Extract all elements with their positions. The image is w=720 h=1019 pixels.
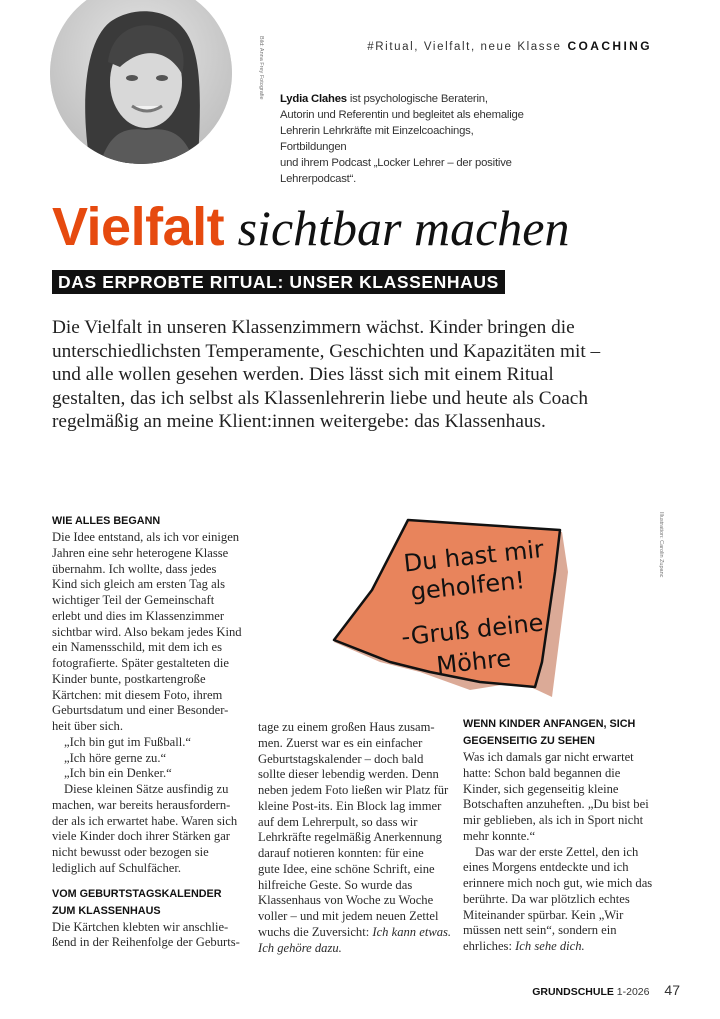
body-line <box>52 920 242 936</box>
photo-credit: Bild: Anna Frey Fotografie <box>258 36 264 100</box>
body-line <box>52 688 242 704</box>
body-text: Kinder, sich gegenseitig kleine <box>463 781 619 796</box>
emphasis-text: Ich gehöre dazu. <box>258 940 342 955</box>
body-text: Kinder bunte, postkartengroße <box>52 671 206 686</box>
bio-line: und ihrem Podcast „Locker Lehrer – der positive <box>280 157 512 169</box>
body-text: „Ich bin gut im Fußball.“ <box>64 734 191 749</box>
body-text: Das war der erste Zettel, den ich <box>475 844 639 859</box>
body-line <box>52 751 242 767</box>
body-text: voller – und mit jedem neuen Zettel <box>258 909 439 923</box>
body-line <box>52 593 242 609</box>
body-line <box>463 813 652 829</box>
lead-line: Die Vielfalt in unseren Klassenzimmern wächst. Kinder bringen die <box>52 317 575 338</box>
body-line <box>463 845 652 861</box>
body-line <box>463 908 652 924</box>
column-heading: ZUM KLASSENHAUS <box>52 904 161 917</box>
body-line <box>258 815 451 831</box>
body-text: mehr konnte.“ <box>463 828 536 843</box>
issue-number: 1-2026 <box>616 986 650 998</box>
body-line <box>258 925 451 941</box>
body-line <box>258 783 451 799</box>
body-line <box>463 797 652 813</box>
body-line <box>463 750 652 766</box>
body-line <box>52 703 242 719</box>
body-text: lediglich auf Schulfächer. <box>52 860 182 875</box>
body-text: kleine Post-its. Ein Block lag immer <box>258 798 442 813</box>
body-text: berührte. Da war plötzlich echtes <box>463 891 630 906</box>
body-text: der als ich erwartet habe. Waren sich <box>52 813 238 828</box>
body-text: Lehrkräfte regelmäßig Anerkennung <box>258 830 442 845</box>
article-column-2 <box>258 720 451 956</box>
note-line: -Gruß deine <box>399 608 545 652</box>
body-text: heit über sich. <box>52 719 123 733</box>
body-line <box>52 798 242 814</box>
body-line <box>258 752 451 768</box>
magazine-name: GRUNDSCHULE <box>532 986 614 998</box>
body-text: „Ich bin ein Denker.“ <box>64 766 172 781</box>
body-text: sichtbar wird. Also bekam jedes Kind <box>52 624 242 639</box>
body-line <box>52 829 242 845</box>
lead-line: gestalten, das ich selbst als Klassenlehrerin liebe und heute als Coach <box>52 387 588 409</box>
title-bold: Vielfalt <box>52 197 225 257</box>
bio-line: ist psychologische Beraterin, <box>346 93 488 105</box>
body-line <box>463 939 652 955</box>
page-title <box>52 192 569 263</box>
bio-line: Lehrerin Lehrkräfte mit Einzelcoachings, Fortbildungen <box>280 125 474 153</box>
body-text: Die Idee entstand, als ich vor einigen <box>52 530 240 544</box>
body-line <box>52 935 242 951</box>
body-text: erinnere mich noch gut, wie mich das <box>463 876 653 890</box>
bio-line: Lehrerpodcast“. <box>280 173 357 185</box>
tagline: #Ritual, Vielfalt, neue Klasse <box>367 41 562 53</box>
body-line <box>258 736 451 752</box>
body-text: Miteinander spürbar. Kein „Wir <box>463 907 624 922</box>
author-bio <box>280 91 540 187</box>
article-column-1 <box>52 513 242 951</box>
body-line <box>463 860 652 876</box>
author-name: Lydia Clahes <box>280 93 347 105</box>
body-text: darauf notieren konnten: für eine <box>258 846 424 860</box>
body-text: ßend in der Reihenfolge der Geburts- <box>52 935 240 950</box>
body-text: wichtiger Teil der Gemeinschaft <box>52 593 215 607</box>
body-text: Geburtsdatum und einer Besonder- <box>52 703 229 718</box>
illustration-credit: Illustration: Carolin Zupanc <box>658 512 664 578</box>
column-heading: VOM GEBURTSTAGSKALENDER <box>52 887 222 900</box>
body-text: mir geblieben, als ich in Sport nicht <box>463 813 644 827</box>
body-text: Botschaften anzuheften. „Du bist bei <box>463 797 649 812</box>
column-heading: WENN KINDER ANFANGEN, SICH <box>463 718 636 730</box>
body-line <box>52 577 242 593</box>
body-text: eines Morgens entdeckte und ich <box>463 860 629 875</box>
body-text: viele Kinder doch ihrer Stärken gar <box>52 829 230 844</box>
body-text: Klassenhaus von Woche zu Woche <box>258 893 434 908</box>
body-text: „Ich höre gerne zu.“ <box>64 750 167 765</box>
body-line <box>52 719 242 735</box>
bio-line: Autorin und Referentin und begleitet als ehemalige <box>280 109 524 121</box>
body-text: hatte: Schon bald begannen die <box>463 765 621 780</box>
body-line <box>463 892 652 908</box>
body-line <box>463 923 652 939</box>
page-footer <box>532 982 680 998</box>
body-line <box>463 782 652 798</box>
body-line <box>52 814 242 830</box>
page-number: 47 <box>664 982 680 998</box>
body-text: sollte dieser lebendig werden. Denn <box>258 767 439 782</box>
body-line <box>52 640 242 656</box>
body-line <box>258 878 451 894</box>
body-text: fotografierte. Später gestalteten die <box>52 656 229 670</box>
article-column-3 <box>463 716 652 955</box>
note-line: Du hast mir <box>402 534 546 578</box>
body-text: auf dem Lehrerpult, so dass wir <box>258 814 418 829</box>
lead-line: regelmäßig an meine Klient:innen weitergebe: das Klassenhaus. <box>52 411 546 432</box>
body-text: tage zu einem großen Haus zusam- <box>258 720 435 734</box>
body-line <box>258 799 451 815</box>
body-line <box>258 720 451 736</box>
body-text: gute Idee, eine schöne Schrift, eine <box>258 861 435 876</box>
body-text: men. Zuerst war es ein einfacher <box>258 735 423 750</box>
spacer <box>52 877 242 886</box>
emphasis-text: Ich sehe dich. <box>515 939 585 953</box>
body-text: Diese kleinen Sätze ausfindig zu <box>64 782 229 796</box>
body-text: übernahm. Ich wollte, dass jedes <box>52 561 217 576</box>
author-photo <box>50 0 232 164</box>
emphasis-text: Ich kann etwas. <box>372 924 452 939</box>
body-line <box>258 767 451 783</box>
body-line <box>258 830 451 846</box>
section-header <box>367 39 652 53</box>
lead-paragraph <box>52 316 672 434</box>
body-line <box>52 672 242 688</box>
body-line <box>52 530 242 546</box>
body-text: wuchs die Zuversicht: <box>258 924 373 939</box>
body-line <box>258 846 451 862</box>
body-line <box>258 909 451 925</box>
body-line <box>52 861 242 877</box>
body-line <box>258 893 451 909</box>
body-line <box>52 656 242 672</box>
body-text: Kind sich gleich am ersten Tag als <box>52 577 226 592</box>
body-line <box>52 546 242 562</box>
body-text: Jahren eine sehr heterogene Klasse <box>52 545 229 560</box>
body-text: Geburtstagskalender – doch bald <box>258 751 424 766</box>
body-text: müssen nett sein“, sondern ein <box>463 923 617 938</box>
column-heading: WIE ALLES BEGANN <box>52 515 161 527</box>
body-text: Kärtchen: mit diesem Foto, ihrem <box>52 687 223 702</box>
sticky-note-illustration <box>330 512 570 697</box>
body-text: ein Namensschild, mit dem ich es <box>52 640 222 655</box>
body-text: erlebt und dies im Klassenzimmer <box>52 608 225 623</box>
subheading-bar: DAS ERPROBTE RITUAL: UNSER KLASSENHAUS <box>52 270 505 294</box>
body-text: hilfreiche Geste. So wurde das <box>258 877 413 892</box>
body-line <box>258 941 451 957</box>
body-line <box>52 845 242 861</box>
body-text: Die Kärtchen klebten wir anschlie- <box>52 919 229 934</box>
section-label: COACHING <box>567 39 652 53</box>
body-line <box>52 735 242 751</box>
body-text: machen, war bereits herausfordern- <box>52 797 231 812</box>
note-line: Möhre <box>435 644 513 680</box>
body-line <box>463 766 652 782</box>
note-line: geholfen! <box>409 566 527 606</box>
body-text: Was ich damals gar nicht erwartet <box>463 750 634 764</box>
body-text: ehrliches: <box>463 939 516 953</box>
body-text: neben jedem Foto ließen wir Platz für <box>258 783 449 797</box>
column-heading: GEGENSEITIG ZU SEHEN <box>463 735 595 747</box>
body-text: nicht bewusst oder bezogen sie <box>52 845 209 859</box>
body-line <box>52 625 242 641</box>
body-line <box>463 829 652 845</box>
lead-line: unterschiedlichsten Temperamente, Geschichten und Kapazitäten mit – <box>52 340 601 362</box>
body-line <box>52 562 242 578</box>
lead-line: und alle wollen gesehen werden. Dies lässt sich mit einem Ritual <box>52 364 554 385</box>
body-line <box>463 876 652 892</box>
body-line <box>258 862 451 878</box>
body-line <box>52 766 242 782</box>
title-italic: sichtbar machen <box>237 200 570 256</box>
body-line <box>52 609 242 625</box>
body-line <box>52 782 242 798</box>
